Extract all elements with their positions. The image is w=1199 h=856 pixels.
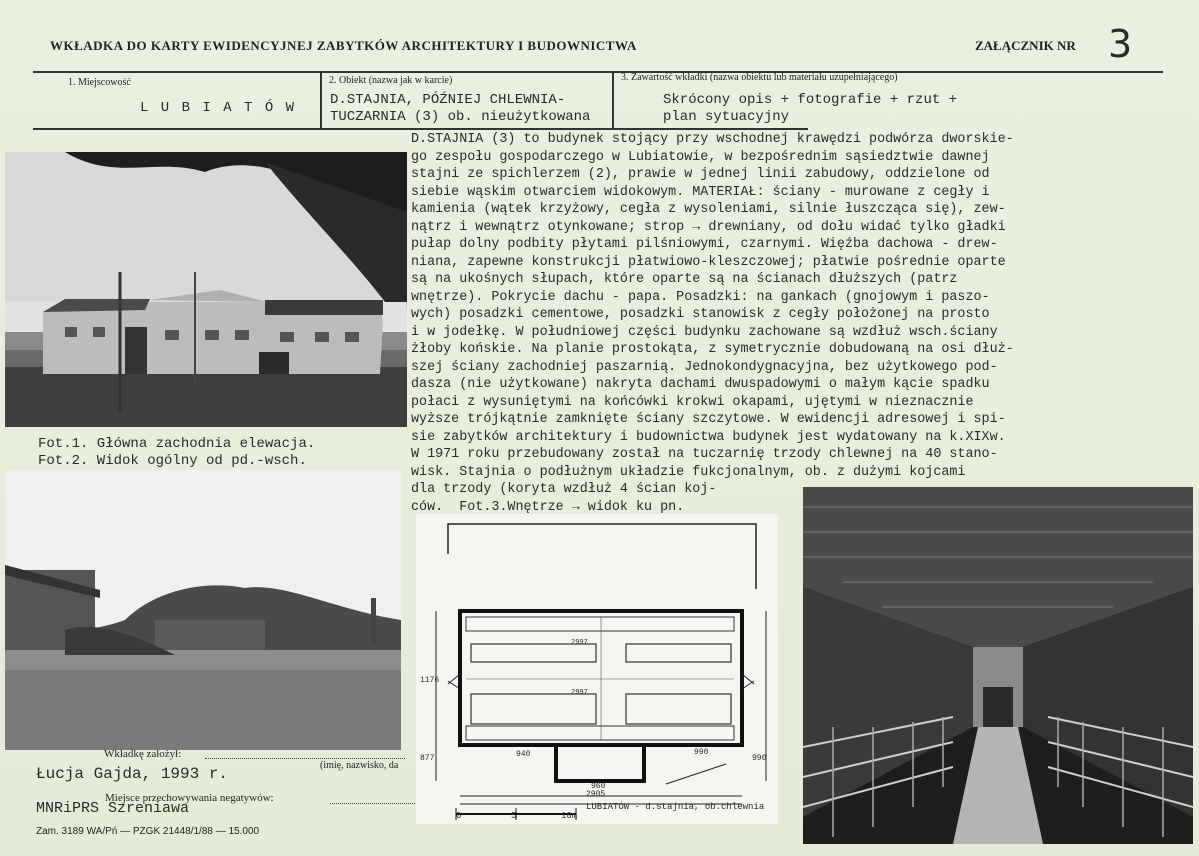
dim-940: 940 bbox=[516, 750, 531, 759]
description-line: kamienia (wątek krzyżowy, cegła z wysoleniami, silnie łuszcząca się), zew- bbox=[411, 202, 1006, 217]
caption-fot2: Fot.2. Widok ogólny od pd.-wsch. bbox=[38, 453, 307, 469]
header-rule-top bbox=[33, 71, 1163, 73]
description-line: żłoby końskie. Na planie prostokąta, z symetrycznie dobudowaną na osi dłuż- bbox=[411, 342, 1014, 357]
description-line: szej ściany zachodniej paszarnią. Jednokondygnacyjna, bez użytkowego pod- bbox=[411, 359, 998, 375]
print-info: Zam. 3189 WA/Pń — PZGK 21448/1/88 — 15.000 bbox=[36, 826, 260, 837]
header-rule-bottom bbox=[33, 128, 808, 130]
description-line: ców. Fot.3.Wnętrze → widok ku pn. bbox=[411, 499, 685, 515]
place-label: 1. Miejscowość bbox=[68, 77, 131, 88]
place-value: L U B I A T Ó W bbox=[140, 100, 297, 116]
dim-990: 990 bbox=[694, 748, 709, 757]
description-line: sie zabytków architektury i budownictwa budynek jest wydatowany na k.XIXw. bbox=[411, 429, 1006, 445]
photo-general-view bbox=[5, 470, 401, 750]
dim-990-right: 990 bbox=[752, 754, 767, 763]
description-line: niana, zapewne konstrukcji płatwiowo-kleszczowej; płatwie pośrednie oparte bbox=[411, 254, 1006, 270]
description-line: go zespołu gospodarczego w Lubiatowie, w bezpośrednim sąsiedztwie dawnej bbox=[411, 149, 990, 165]
field-divider-2 bbox=[612, 71, 614, 129]
storage-value: MNRiPRS Szreniawa bbox=[36, 800, 190, 817]
description-line: nątrz i wewnątrz otynkowane; strop → drewniany, od dołu widać tylko gładki bbox=[411, 219, 1006, 235]
photo-interior bbox=[803, 487, 1193, 844]
storage-dotted-line bbox=[330, 803, 415, 804]
description-line: wnętrze). Pokrycie dachu - papa. Posadzki: na gankach (gnojowym i paszo- bbox=[411, 289, 990, 305]
description-line: wyższe trójkątnie zamknięte ściany szczytowe. W ewidencji adresowej i spi- bbox=[411, 412, 1006, 427]
description-line: i w jodełkę. W południowej części budynku zachowane są wzdłuż wsch.ściany bbox=[411, 324, 998, 340]
photo-interior-image bbox=[803, 487, 1193, 844]
author-dotted-line bbox=[205, 758, 405, 759]
annex-number: 3 bbox=[1108, 22, 1133, 66]
object-label: 2. Obiekt (nazwa jak w karcie) bbox=[329, 75, 453, 86]
author-value: Łucja Gajda, 1993 r. bbox=[36, 765, 229, 783]
content-line-1: Skrócony opis + fotografie + rzut + bbox=[663, 92, 958, 108]
author-label: Wkładkę założył: bbox=[104, 748, 182, 760]
scale-mark-5: 5 bbox=[511, 811, 517, 821]
dim-annex: 960 bbox=[591, 782, 606, 791]
object-line-1: D.STAJNIA, PÓŹNIEJ CHLEWNIA- bbox=[330, 92, 566, 108]
description-line: W 1971 roku przebudowany został na tuczarnię trzody chlewnej na 40 stano- bbox=[411, 447, 998, 462]
scale-mark-10: 10m bbox=[561, 811, 578, 821]
content-label: 3. Zawartość wkładki (nazwa obiektu lub materiału uzupełniającego) bbox=[621, 72, 898, 83]
field-divider-1 bbox=[320, 71, 322, 129]
photo-west-elevation-image bbox=[5, 152, 407, 427]
storage-label: Miejsce przechowywania negatywów: bbox=[105, 792, 274, 804]
dim-width-left: 1176 bbox=[420, 676, 440, 685]
description-line: dla trzody (koryta wzdłuż 4 ścian koj- bbox=[411, 482, 717, 497]
dim-pen-bottom: 2997 bbox=[571, 689, 588, 697]
photo-west-elevation bbox=[5, 152, 407, 427]
description-line: dasza (nie użytkowane) nakryta dachami dwuspadowymi o małym kącie spadku bbox=[411, 377, 990, 392]
floor-plan bbox=[416, 514, 778, 824]
description-line: stajni ze spichlerzem (2), prawie w jednej linii zabudowy, oddzielone od bbox=[411, 167, 990, 182]
caption-fot1: Fot.1. Główna zachodnia elewacja. bbox=[38, 436, 316, 452]
description-text bbox=[411, 131, 1191, 516]
description-line: pułap dolny podbity płytami pilśniowymi, czarnymi. Więźba dachowa - drew- bbox=[411, 237, 998, 252]
dim-total: 2905 bbox=[586, 790, 606, 799]
description-line: D.STAJNIA (3) to budynek stojący przy wschodnej krawędzi podwórza dworskie- bbox=[411, 132, 1014, 147]
description-line: siebie wąskim otwarciem widokowym. MATERIAŁ: ściany - murowane z cegły i bbox=[411, 184, 990, 200]
plan-title: LUBIATÓW - d.stajnia, ob.chlewnia bbox=[586, 802, 765, 812]
dim-pen-top: 2997 bbox=[571, 639, 588, 647]
photo-general-view-image bbox=[5, 470, 401, 750]
description-line: są na ukośnych słupach, które oparte są na ścianach dłuższych (patrz bbox=[411, 272, 958, 287]
description-line: połaci z wysuniętymi na końcówki krokwi okapami, ujętymi w nieznacznie bbox=[411, 394, 974, 410]
description-line: wych) posadzki cementowe, posadzki stanowisk z cegły położonej na prosto bbox=[411, 307, 990, 322]
content-line-2: plan sytuacyjny bbox=[663, 109, 790, 125]
object-line-2: TUCZARNIA (3) ob. nieużytkowana bbox=[330, 109, 591, 125]
author-hint: (imię, nazwisko, da bbox=[320, 760, 399, 771]
dim-annex-depth: 877 bbox=[420, 754, 435, 763]
annex-label: ZAŁĄCZNIK NR bbox=[975, 38, 1076, 53]
card-title: WKŁADKA DO KARTY EWIDENCYJNEJ ZABYTKÓW ARCHITEKTURY I BUDOWNICTWA bbox=[50, 38, 637, 53]
floor-plan-drawing bbox=[416, 514, 778, 824]
scale-mark-0: 0 bbox=[456, 811, 462, 821]
description-line: wisk. Stajnia o podłużnym układzie fukcjonalnym, ob. z dużymi kojcami bbox=[411, 464, 966, 480]
